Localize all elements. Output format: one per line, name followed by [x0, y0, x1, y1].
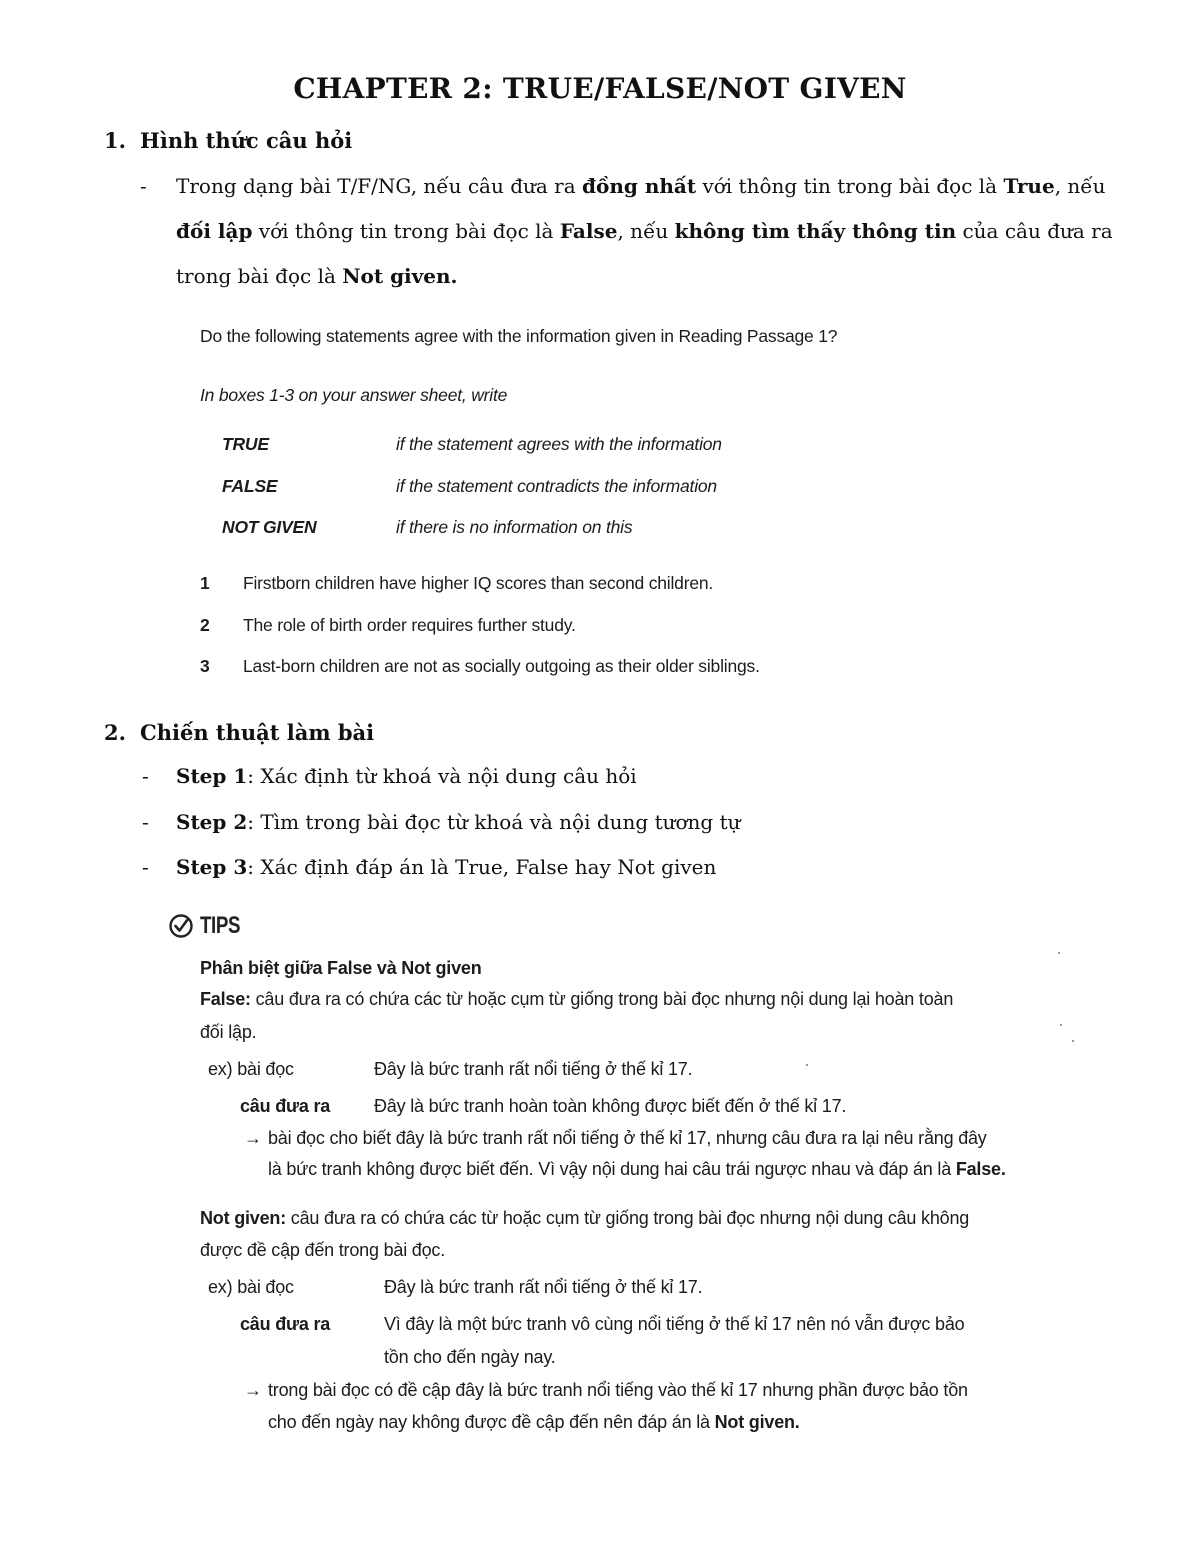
question-text: The role of birth order requires further study.: [243, 615, 576, 635]
not-given-definition: [200, 1208, 969, 1229]
text-run: cho đến ngày nay không được đề cập đến nên đáp án là: [268, 1412, 715, 1432]
explanation-text: trong bài đọc có đề cập đây là bức tranh nổi tiếng vào thế kỉ 17 nhưng phần được bảo tồn: [268, 1380, 968, 1400]
dash: -: [142, 764, 149, 788]
bold-run: Not given.: [714, 1412, 800, 1432]
bold-run: True: [1003, 174, 1055, 198]
step-label: Step 3: [176, 855, 248, 879]
text-run: Trong dạng bài T/F/NG, nếu câu đưa ra: [176, 174, 582, 198]
false-definition-cont: đối lập.: [200, 1022, 257, 1042]
chapter-title: CHAPTER 2: TRUE/FALSE/NOT GIVEN: [293, 72, 907, 105]
text-run: câu đưa ra có chứa các từ hoặc cụm từ giống trong bài đọc nhưng nội dung câu không: [286, 1208, 970, 1228]
explanation-text: bài đọc cho biết đây là bức tranh rất nổi tiếng ở thế kỉ 17, nhưng câu đưa ra lại nêu rằng đây: [268, 1128, 987, 1148]
bold-run: Not given.: [342, 264, 458, 288]
example-label: ex) bài đọc: [208, 1277, 294, 1297]
scan-speck: [1060, 1024, 1062, 1026]
text-run: , nếu: [617, 219, 675, 243]
scan-speck: [1072, 1040, 1074, 1042]
section-1-dash: -: [140, 174, 147, 198]
arrow-icon: →: [244, 1128, 262, 1148]
step-label: Step 2: [176, 810, 248, 834]
section-1-paragraph: [176, 164, 1136, 299]
given-text: Đây là bức tranh hoàn toàn không được biết đến ở thế kỉ 17.: [374, 1096, 847, 1116]
not-given-label: Not given:: [200, 1208, 286, 1228]
section-2-heading: [104, 720, 374, 745]
question-number: 3: [200, 656, 210, 676]
false-definition: [200, 989, 953, 1010]
option-label-not-given: NOT GIVEN: [222, 517, 317, 537]
bold-run: False.: [955, 1159, 1006, 1179]
not-given-definition-cont: được đề cập đến trong bài đọc.: [200, 1240, 446, 1260]
dash: -: [142, 810, 149, 834]
bold-run: đồng nhất: [582, 174, 697, 198]
text-run: câu đưa ra có chứa các từ hoặc cụm từ giống trong bài đọc nhưng nội dung lại hoàn toàn: [250, 989, 954, 1009]
check-circle-icon: [168, 913, 194, 939]
section-1-title: Hình thức câu hỏi: [140, 128, 353, 153]
text-run: là bức tranh không được biết đến. Vì vậy nội dung hai câu trái ngược nhau và đáp án là: [268, 1159, 956, 1179]
explanation-text-cont: [268, 1159, 1006, 1180]
text-run: với thông tin trong bài đọc là: [696, 174, 1004, 198]
given-text: Vì đây là một bức tranh vô cùng nổi tiếng ở thế kỉ 17 nên nó vẫn được bảo: [384, 1314, 965, 1334]
text-run: , nếu: [1054, 174, 1106, 198]
question-number: 2: [200, 615, 210, 635]
scan-speck: [806, 1064, 808, 1066]
section-2-title: Chiến thuật làm bài: [140, 720, 375, 745]
tips-label: TIPS: [200, 912, 241, 939]
step-item: [142, 764, 637, 788]
bold-run: không tìm thấy thông tin: [674, 219, 957, 243]
option-label-true: TRUE: [222, 434, 269, 454]
text-run: với thông tin trong bài đọc là: [252, 219, 560, 243]
instruction-text: Do the following statements agree with the information given in Reading Passage 1?: [200, 326, 838, 346]
text-run: của câu đưa ra trong bài đọc là: [176, 219, 1113, 288]
example-label: ex) bài đọc: [208, 1059, 294, 1079]
question-number: 1: [200, 573, 210, 593]
bold-run: đối lập: [176, 219, 253, 243]
step-text: : Xác định từ khoá và nội dung câu hỏi: [247, 764, 637, 788]
given-label: câu đưa ra: [240, 1096, 331, 1116]
subinstruction-text: In boxes 1-3 on your answer sheet, write: [200, 385, 508, 405]
step-item: [142, 810, 741, 834]
step-text: : Tìm trong bài đọc từ khoá và nội dung tương tự: [247, 810, 741, 834]
section-1-heading: [104, 128, 352, 153]
dash: -: [142, 855, 149, 879]
false-label: False:: [200, 989, 251, 1009]
option-label-false: FALSE: [222, 476, 278, 496]
example-text: Đây là bức tranh rất nổi tiếng ở thế kỉ 17.: [374, 1059, 693, 1079]
explanation-text-cont: [268, 1412, 800, 1433]
tips-heading: Phân biệt giữa False và Not given: [200, 958, 482, 978]
option-desc-not-given: if there is no information on this: [396, 517, 633, 537]
bold-run: False: [559, 219, 618, 243]
option-desc-false: if the statement contradicts the information: [396, 476, 717, 496]
section-2-number: 2.: [104, 720, 126, 745]
step-label: Step 1: [176, 764, 248, 788]
given-label: câu đưa ra: [240, 1314, 331, 1334]
scan-speck: [1058, 952, 1060, 954]
step-item: [142, 855, 716, 879]
arrow-icon: →: [244, 1380, 262, 1400]
section-1-number: 1.: [104, 128, 126, 153]
option-desc-true: if the statement agrees with the information: [396, 434, 722, 454]
tips-header: [168, 912, 251, 940]
example-text: Đây là bức tranh rất nổi tiếng ở thế kỉ 17.: [384, 1277, 703, 1297]
question-text: Last-born children are not as socially outgoing as their older siblings.: [243, 656, 760, 676]
question-text: Firstborn children have higher IQ scores than second children.: [243, 573, 714, 593]
given-text-cont: tồn cho đến ngày nay.: [384, 1347, 556, 1367]
step-text: : Xác định đáp án là True, False hay Not given: [247, 855, 717, 879]
